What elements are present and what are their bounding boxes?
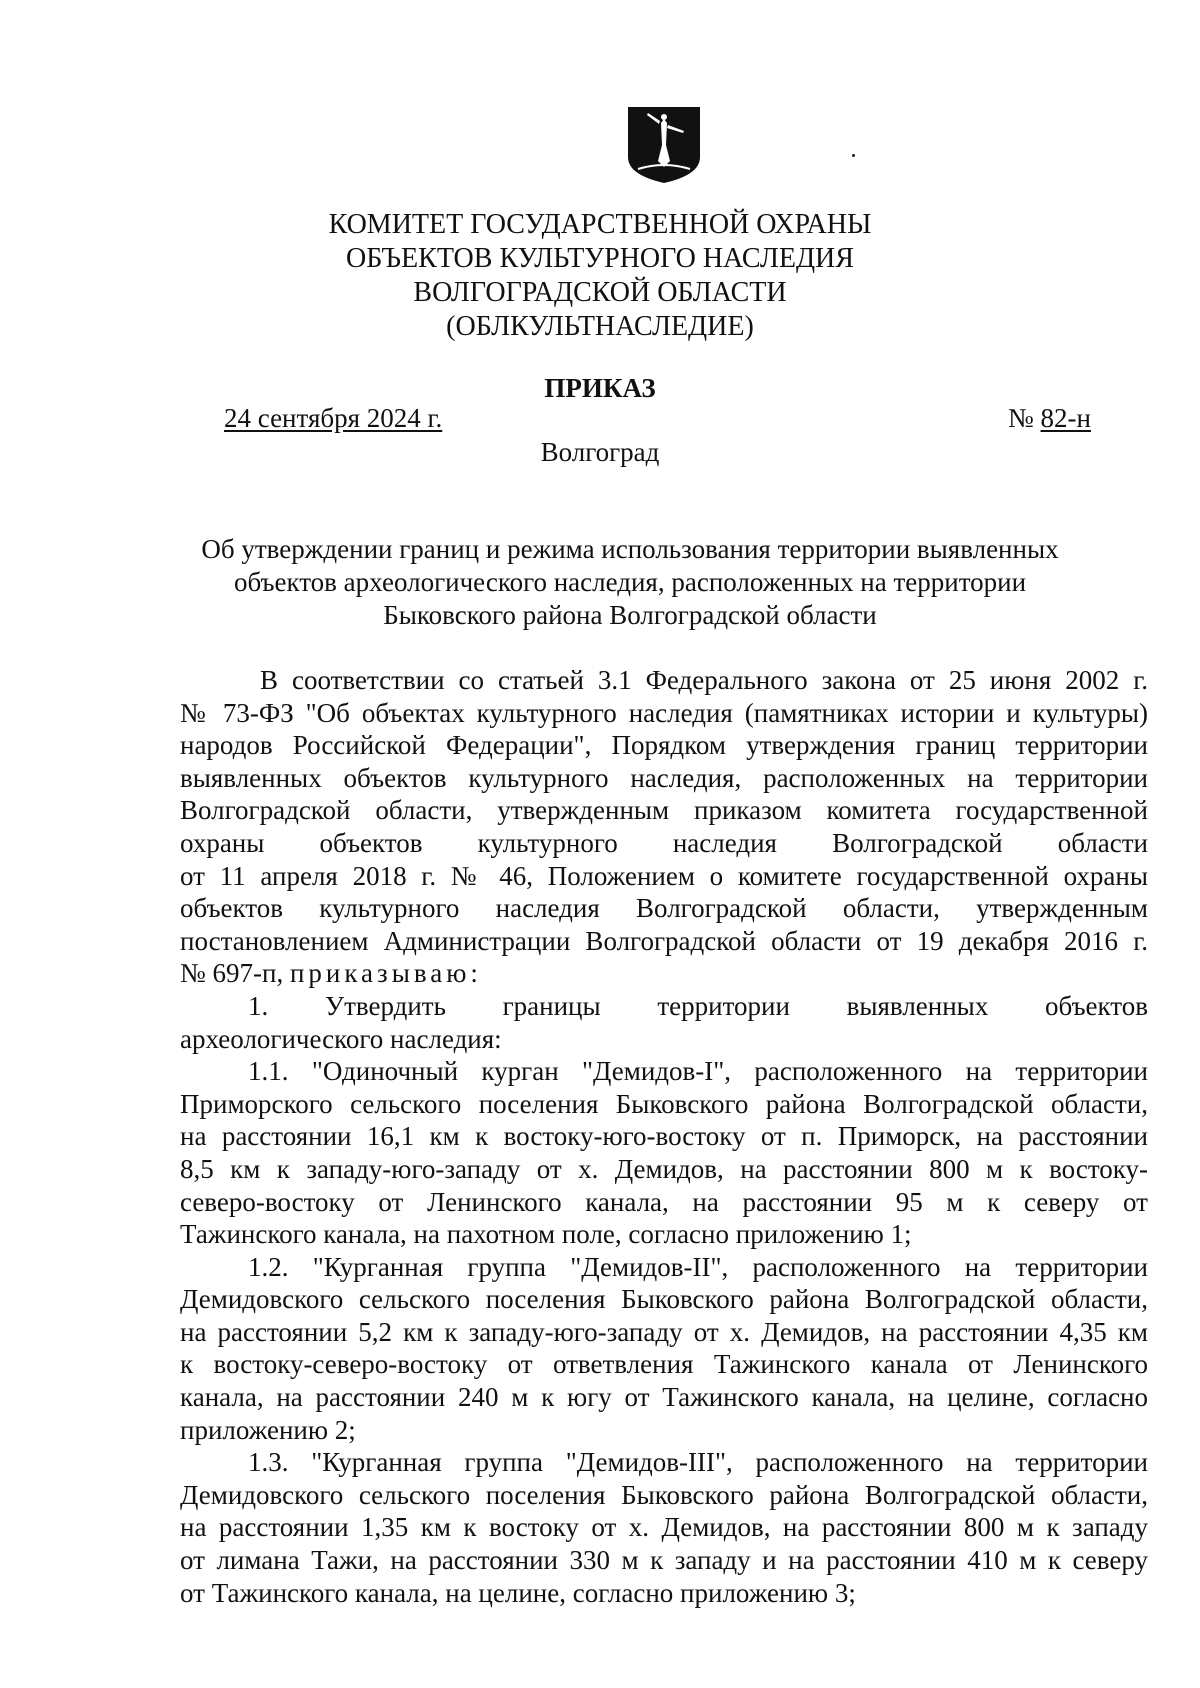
number-prefix: № — [1008, 403, 1041, 433]
body-line: на расстоянии 16,1 км к востоку-юго-востоку от п. Приморск, на расстоянии — [180, 1121, 1148, 1152]
body-line: северо-востоку от Ленинского канала, на расстоянии 95 м к северу от — [180, 1186, 1148, 1217]
body-line: 1. Утвердить границы территории выявленных объектов — [248, 990, 1148, 1021]
org-line: ВОЛГОГРАДСКОЙ ОБЛАСТИ — [413, 277, 787, 308]
body-line-order-word — [180, 957, 1148, 990]
body-line: от Тажинского канала, на целине, согласно приложению 3; — [180, 1577, 856, 1608]
subject-line: объектов археологического наследия, расположенных на территории — [233, 567, 1027, 597]
order-word: приказываю: — [289, 958, 482, 989]
body-line: на расстоянии 1,35 км к востоку от х. Демидов, на расстоянии 800 м к западу — [180, 1512, 1148, 1543]
document-type: ПРИКАЗ — [544, 373, 656, 403]
subject-line: Быковского района Волгоградской области — [383, 600, 877, 630]
body-line: 1.1. "Одиночный курган "Демидов-I", расположенного на территории — [248, 1056, 1148, 1087]
body-line: археологического наследия: — [180, 1023, 502, 1054]
order-number — [1008, 402, 1091, 434]
body-line: объектов культурного наследия Волгоградской области, утвержденным — [180, 893, 1148, 924]
body-line: канала, на расстоянии 240 м к югу от Тажинского канала, на целине, согласно — [180, 1382, 1148, 1413]
body-line: к востоку-северо-востоку от ответвления Тажинского канала от Ленинского — [180, 1349, 1148, 1380]
org-line: (ОБЛКУЛЬТНАСЛЕДИЕ) — [446, 311, 754, 342]
body-line: от 11 апреля 2018 г. № 46, Положением о комитете государственной охраны — [180, 860, 1148, 891]
body-line: № 73-ФЗ "Об объектах культурного наследия (памятниках истории и культуры) — [180, 697, 1148, 728]
volgograd-emblem-icon — [626, 105, 702, 185]
order-city: Волгоград — [540, 437, 660, 467]
number-value: 82-н — [1040, 403, 1091, 433]
body-line: В соответствии со статьей 3.1 Федерального закона от 25 июня 2002 г. — [260, 665, 1148, 695]
body-line: Демидовского сельского поселения Быковского района Волгоградской области, — [180, 1284, 1148, 1315]
body-line: охраны объектов культурного наследия Волгоградской области — [180, 827, 1148, 858]
body-line: народов Российской Федерации", Порядком утверждения границ территории — [180, 730, 1148, 761]
body-line: 1.3. "Курганная группа "Демидов-III", расположенного на территории — [248, 1447, 1148, 1478]
order-body — [180, 664, 1148, 1609]
body-line: 8,5 км к западу-юго-западу от х. Демидов, на расстоянии 800 м к востоку- — [180, 1153, 1148, 1184]
body-line: Волгоградской области, утвержденным приказом комитета государственной — [180, 795, 1148, 826]
body-line: выявленных объектов культурного наследия, расположенных на территории — [180, 762, 1148, 793]
order-subject — [180, 533, 1080, 632]
body-line-start: № 697-п, — [180, 958, 290, 989]
body-line: Демидовского сельского поселения Быковского района Волгоградской области, — [180, 1479, 1148, 1510]
body-line: постановлением Администрации Волгоградской области от 19 декабря 2016 г. — [180, 925, 1148, 956]
body-line: от лимана Тажи, на расстоянии 330 м к западу и на расстоянии 410 м к северу — [180, 1545, 1148, 1576]
body-line: приложению 2; — [180, 1414, 356, 1445]
organization-name — [0, 208, 1200, 344]
body-line: на расстоянии 5,2 км к западу-юго-западу от х. Демидов, на расстоянии 4,35 км — [180, 1316, 1148, 1347]
org-line: ОБЪЕКТОВ КУЛЬТУРНОГО НАСЛЕДИЯ — [346, 243, 854, 274]
body-line: Приморского сельского поселения Быковского района Волгоградской области, — [180, 1088, 1148, 1119]
order-date: 24 сентября 2024 г. — [224, 403, 443, 433]
scan-speck — [852, 154, 855, 157]
org-line: КОМИТЕТ ГОСУДАРСТВЕННОЙ ОХРАНЫ — [328, 209, 872, 240]
body-line: 1.2. "Курганная группа "Демидов-II", расположенного на территории — [248, 1251, 1148, 1282]
subject-line: Об утверждении границ и режима использования территории выявленных — [201, 534, 1059, 564]
body-line: Тажинского канала, на пахотном поле, согласно приложению 1; — [180, 1219, 912, 1250]
